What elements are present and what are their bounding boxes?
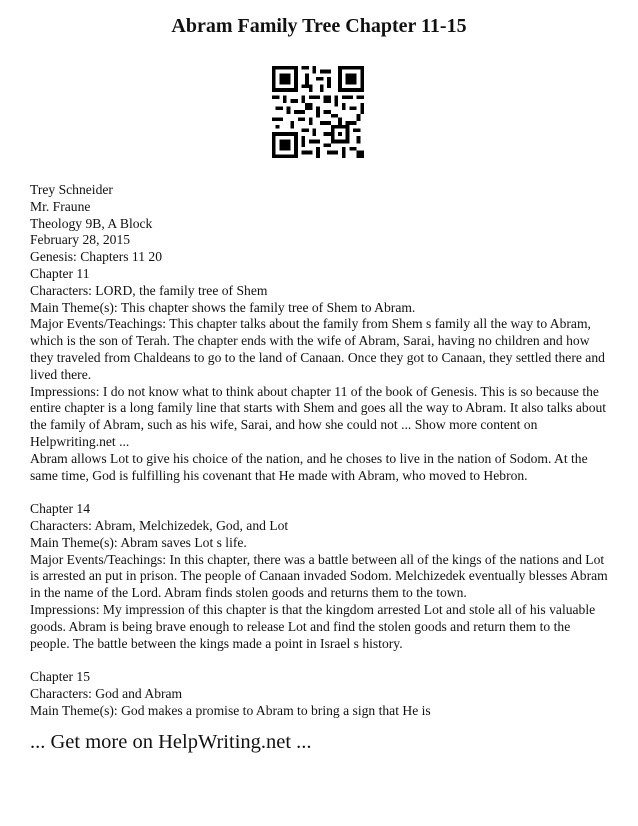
- document-body: [30, 182, 610, 720]
- qr-code-icon[interactable]: [272, 66, 364, 158]
- chapter-11-impressions: Impressions: I do not know what to think about chapter 11 of the book of Genesis. This is so because the entire chapter is a long family line that starts with Shem and goes all the way to Abram. It also talks about the family of Abram, such as his wife, Sarai, and how she could not ... Show more content on Helpwriting.net ...: [30, 383, 607, 449]
- teacher-line: Mr. Fraune: [30, 198, 91, 214]
- chapter-14-impressions: Impressions: My impression of this chapter is that the kingdom arrested Lot and stole all of his valuable goods. Abram is being brave enough to release Lot and find the stolen goods and return them to the people. The battle between the kings made a point in Israel s history.: [30, 601, 596, 651]
- chapter-15-heading: Chapter 15: [30, 669, 91, 685]
- subject-line: Genesis: Chapters 11 20: [30, 249, 163, 265]
- author-line: Trey Schneider: [30, 182, 113, 197]
- date-line: February 28, 2015: [30, 232, 131, 248]
- chapter-15-main-theme: Main Theme(s): God makes a promise to Abram to bring a sign that He is: [30, 702, 431, 718]
- page-title: Abram Family Tree Chapter 11-15: [171, 15, 467, 37]
- chapter-14-heading: Chapter 14: [30, 501, 91, 517]
- chapter-14-characters: Characters: Abram, Melchizedek, God, and Lot: [30, 517, 289, 533]
- chapter-11-heading: Chapter 11: [30, 265, 90, 281]
- chapter-11-major-events: Major Events/Teachings: This chapter talks about the family from Shem s family all the way to Abram, which is the son of Terah. The chapter ends with the wife of Abram, Sarai, having no children and how they traveled from Chaldeans to go to the land of Canaan. Once they got to Canaan, they settled there and lived there.: [30, 316, 605, 382]
- get-more-link[interactable]: ... Get more on HelpWriting.net ...: [30, 731, 312, 753]
- chapter-11-main-theme: Main Theme(s): This chapter shows the family tree of Shem to Abram.: [30, 299, 416, 315]
- chapter-15-characters: Characters: God and Abram: [30, 685, 183, 701]
- chapter-11-characters: Characters: LORD, the family tree of Shem: [30, 282, 268, 298]
- chapter-11-extra: Abram allows Lot to give his choice of the nation, and he choses to live in the nation of Sodom. At the same time, God is fulfilling his covenant that He made with Abram, who moved to Hebron.: [30, 450, 588, 483]
- chapter-14-main-theme: Main Theme(s): Abram saves Lot s life.: [30, 534, 247, 550]
- class-line: Theology 9B, A Block: [30, 215, 153, 231]
- chapter-14-major-events: Major Events/Teachings: In this chapter, there was a battle between all of the kings of the nations and Lot is arrested an put in prison. The people of Canaan invaded Sodom. Melchizedek eventually blesses Abram in the name of the Lord. Abram finds stolen goods and returns them to the town.: [30, 551, 608, 601]
